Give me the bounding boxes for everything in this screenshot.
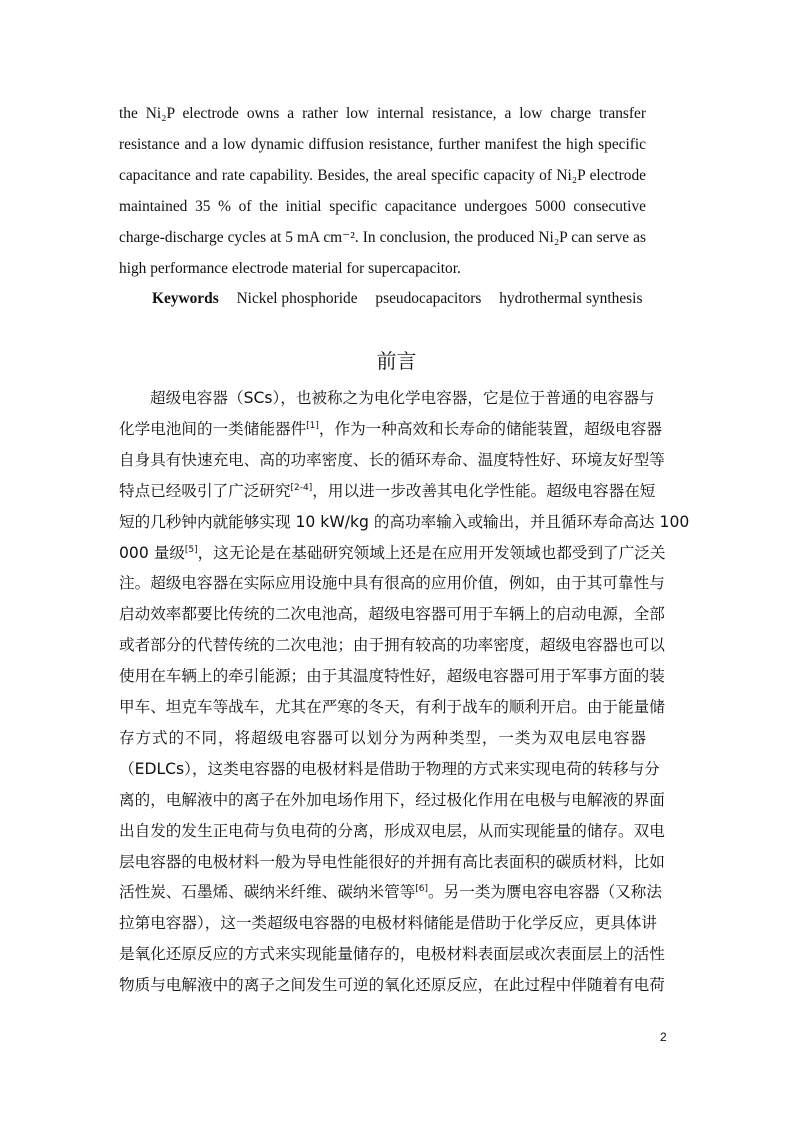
- body-line: [119, 604, 665, 624]
- keywords-line: [152, 289, 642, 309]
- body-line-text: 出自发的发生正电荷与负电荷的分离，形成双电层，从而实现能量的储存。双电: [119, 821, 665, 840]
- body-line-text: 化学电池间的一类储能器件: [119, 419, 307, 438]
- body-line: [119, 635, 665, 655]
- abstract-line: resistance and a low dynamic diffusion resistance, further manifest the high specific: [119, 136, 646, 153]
- abstract-line: high performance electrode material for supercapacitor.: [119, 260, 461, 277]
- body-line: [119, 512, 690, 532]
- body-line-text: 特点已经吸引了广泛研究: [119, 481, 291, 500]
- body-line-text: （EDLCs），这类电容器的电极材料是借助于物理的方式来实现电荷的转移与分: [119, 759, 660, 778]
- body-line: [119, 666, 665, 686]
- keywords-label: Keywords: [152, 290, 219, 307]
- body-line-text: 超级电容器（SCs），也被称之为电化学电容器，它是位于普通的电容器与: [150, 389, 655, 407]
- body-line: [119, 944, 665, 964]
- abstract-line: capacitance and rate capability. Besides, the areal specific capacity of Ni₂P electrode: [119, 167, 646, 184]
- body-line: [119, 852, 665, 872]
- body-line-text: 或者部分的代替传统的二次电池；由于拥有较高的功率密度，超级电容器也可以: [119, 636, 665, 655]
- keyword-term: hydrothermal synthesis: [499, 290, 643, 307]
- body-line-text: 是氧化还原反应的方式来实现能量储存的，电极材料表面层或次表面层上的活性: [119, 945, 665, 964]
- citation-marker: [5]: [184, 544, 198, 555]
- body-line: [119, 481, 656, 501]
- body-line-text: 层电容器的电极材料一般为导电性能很好的并拥有高比表面积的碳质材料，比如: [119, 852, 665, 871]
- body-line: [119, 728, 646, 748]
- body-line: [119, 882, 662, 902]
- citation-marker: [1]: [306, 420, 319, 431]
- body-line: [119, 450, 665, 470]
- body-line-text: 短的几秒钟内就能够实现 10 kW/kg 的高功率输入或输出，并且循环寿命高达 100: [119, 512, 690, 531]
- citation-marker: [6]: [415, 884, 429, 895]
- abstract-line: the Ni₂P electrode owns a rather low internal resistance, a low charge transfer: [119, 105, 646, 122]
- body-line: [119, 419, 662, 439]
- body-line-text: 自身具有快速充电、高的功率密度、长的循环寿命、温度特性好、环境友好型等: [119, 450, 665, 469]
- keyword-term: pseudocapacitors: [375, 290, 482, 307]
- body-line: [119, 913, 657, 933]
- body-line-text: 甲车、坦克车等战车，尤其在严寒的冬天，有利于战车的顺利开启。由于能量储: [119, 698, 665, 716]
- body-line: [119, 975, 665, 995]
- body-line-text: ，这无论是在基础研究领域上还是在应用开发领域也都受到了广泛关: [197, 543, 666, 562]
- citation-marker: [2-4]: [290, 482, 313, 493]
- body-line-text: 使用在车辆上的牵引能源；由于其温度特性好，超级电容器可用于军事方面的装: [119, 667, 665, 686]
- body-line: [119, 697, 665, 717]
- body-line: [119, 573, 665, 593]
- page-number: 2: [660, 1030, 667, 1044]
- body-line: [119, 790, 665, 810]
- keyword-term: Nickel phosphoride: [236, 290, 358, 307]
- body-line-text: 离的，电解液中的离子在外加电场作用下，经过极化作用在电极与电解液的界面: [119, 790, 665, 809]
- body-line: [150, 388, 655, 408]
- body-line: [119, 543, 666, 563]
- section-title: 前言: [376, 349, 417, 373]
- body-line-text: ，用以进一步改善其电化学性能。超级电容器在短: [312, 481, 656, 500]
- body-line: [119, 759, 660, 779]
- body-line-text: 物质与电解液中的离子之间发生可逆的氧化还原反应，在此过程中伴随着有电荷: [119, 976, 665, 995]
- body-line-text: 启动效率都要比传统的二次电池高，超级电容器可用于车辆上的启动电源，全部: [119, 605, 665, 624]
- body-line-text: 存方式的不同，将超级电容器可以划分为两种类型，一类为双电层电容器: [119, 728, 646, 747]
- body-line-text: 。另一类为赝电容电容器（又称法: [428, 883, 662, 902]
- body-line-text: ，作为一种高效和长寿命的储能装置，超级电容器: [318, 419, 662, 438]
- abstract-line: maintained 35 % of the initial specific capacitance undergoes 5000 consecutive: [119, 198, 646, 215]
- body-line-text: 活性炭、石墨烯、碳纳米纤维、碳纳米管等: [119, 883, 416, 902]
- body-line: [119, 821, 665, 841]
- body-line-text: 注。超级电容器在实际应用设施中具有很高的应用价值，例如，由于其可靠性与: [119, 574, 665, 593]
- body-line-text: 000 量级: [119, 543, 185, 562]
- body-line-text: 拉第电容器），这一类超级电容器的电极材料储能是借助于化学反应，更具体讲: [119, 914, 657, 933]
- abstract-line: charge-discharge cycles at 5 mA cm⁻². In conclusion, the produced Ni₂P can serve as: [119, 229, 646, 246]
